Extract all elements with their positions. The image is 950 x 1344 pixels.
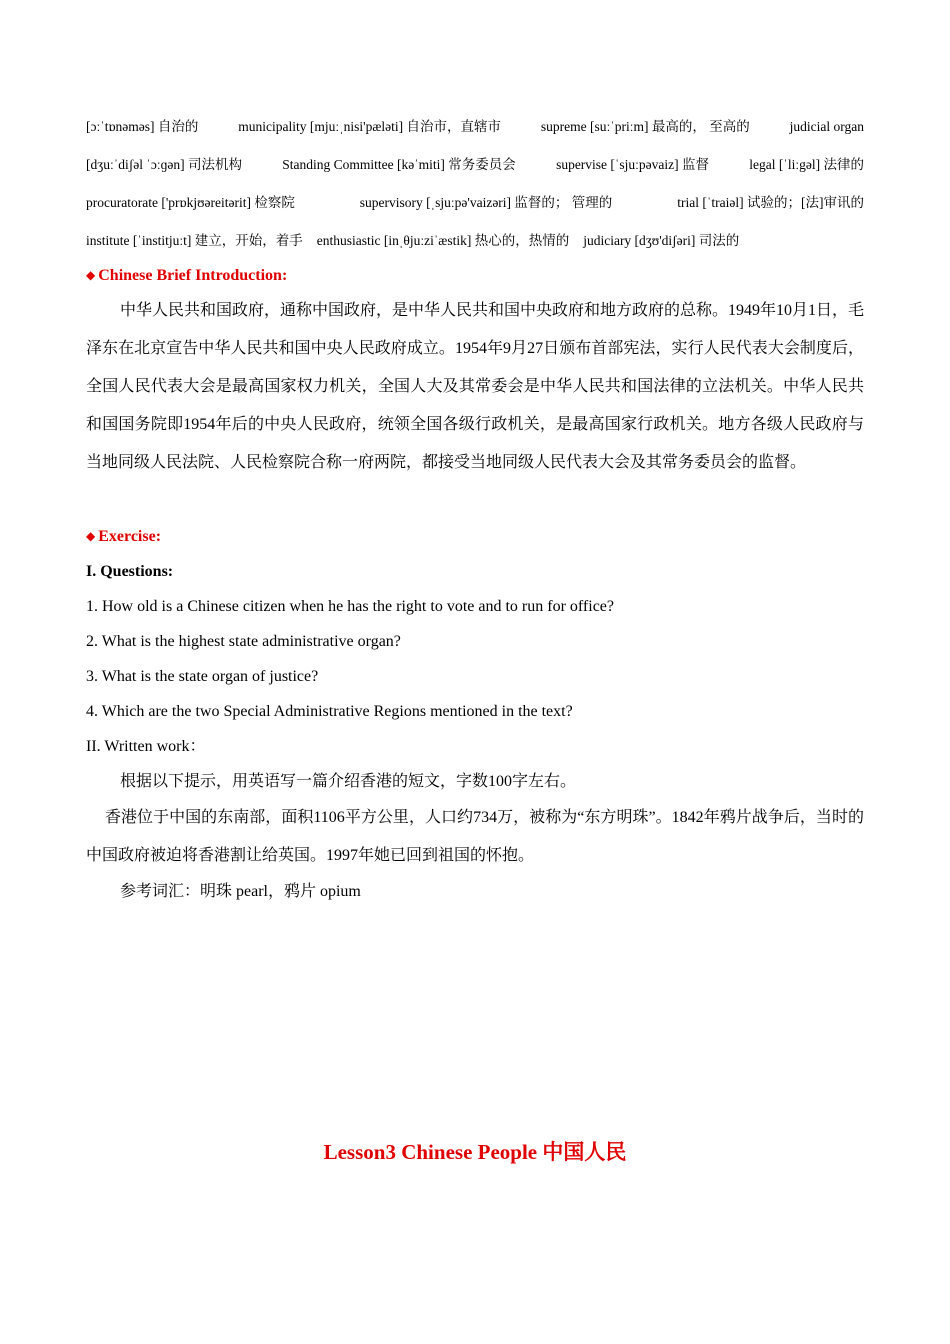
vocab-term: Standing Committee [kəˈmiti] 常务委员会 xyxy=(282,157,516,172)
question-item: 1. How old is a Chinese citizen when he has the right to vote and to run for office? xyxy=(86,598,615,615)
question-item: 4. Which are the two Special Administrative Regions mentioned in the text? xyxy=(86,703,573,720)
vocab-line-1 xyxy=(86,117,864,137)
question-item: 3. What is the state organ of justice? xyxy=(86,668,319,685)
brief-intro-heading-text: Chinese Brief Introduction: xyxy=(98,267,288,284)
reference-vocabulary: 参考词汇：明珠 pearl，鸦片 opium xyxy=(120,883,361,900)
lesson-title: Lesson3 Chinese People 中国人民 xyxy=(323,1140,627,1164)
vocab-term: supreme [suːˈpriːm] 最高的， 至高的 xyxy=(540,119,750,134)
vocab-term: procuratorate ['prɒkjʊəreitərit] 检察院 xyxy=(86,195,295,210)
vocab-term: [dʒuːˈdiʃəl ˈɔːɡən] 司法机构 xyxy=(86,157,242,172)
vocab-term: judicial organ xyxy=(789,119,864,134)
exercise-heading xyxy=(86,526,161,548)
questions-heading: I. Questions: xyxy=(86,563,174,580)
written-prompt: 根据以下提示，用英语写一篇介绍香港的短文，字数100字左右。 xyxy=(120,773,577,790)
diamond-bullet-icon: ◆ xyxy=(86,529,96,543)
vocab-line-2 xyxy=(86,155,864,175)
vocab-term: supervise [ˈsjuːpəvaiz] 监督 xyxy=(556,157,710,172)
written-content-paragraph: 香港位于中国的东南部，面积1106平方公里，人口约734万，被称为“东方明珠”。1842年鸦片战争后，当时的中国政府被迫将香港割让给英国。1997年她已回到祖国的怀抱。 xyxy=(86,809,864,864)
diamond-bullet-icon: ◆ xyxy=(86,268,96,282)
vocab-line-4 xyxy=(86,231,864,251)
vocab-term: supervisory [ˌsjuːpə'vaizəri] 监督的； 管理的 xyxy=(359,195,613,210)
brief-intro-heading xyxy=(86,265,287,287)
written-work-heading: II. Written work： xyxy=(86,738,206,755)
vocab-term: trial [ˈtraiəl] 试验的；[法]审讯的 xyxy=(677,195,864,210)
vocab-term: judiciary [dʒʊ'diʃəri] 司法的 xyxy=(583,233,740,248)
vocab-term: [ɔːˈtɒnəməs] 自治的 xyxy=(86,119,199,134)
exercise-heading-text: Exercise: xyxy=(98,528,162,545)
vocab-term: institute [ˈinstitjuːt] 建立，开始，着手 xyxy=(86,233,303,248)
vocab-term: municipality [mjuːˌnisi'pæləti] 自治市，直辖市 xyxy=(238,119,501,134)
brief-intro-paragraph: 中华人民共和国政府，通称中国政府，是中华人民共和国中央政府和地方政府的总称。1949年10月1日，毛泽东在北京宣告中华人民共和国中央人民政府成立。1954年9月27日颁布首部宪法，实行人民代表大会制度后， 全国人民代表大会是最高国家权力机关，全国人大及其常委会是中华人民共和国法律的立法机关。中华人民共和国国务院即1954年后的中央人民政府，统领全国各级行政机关，是最高国家行政机关。地方各级人民政府与当地同级人民法院、人民检察院合称一府两院，都接受当地同级人民代表大会及其常务委员会的监督。 xyxy=(86,302,865,471)
vocab-term: enthusiastic [inˌθjuːziˈæstik] 热心的，热情的 xyxy=(316,233,570,248)
vocab-term: legal [ˈliːgəl] 法律的 xyxy=(749,157,864,172)
vocab-line-3 xyxy=(86,193,864,213)
question-item: 2. What is the highest state administrative organ? xyxy=(86,633,401,650)
